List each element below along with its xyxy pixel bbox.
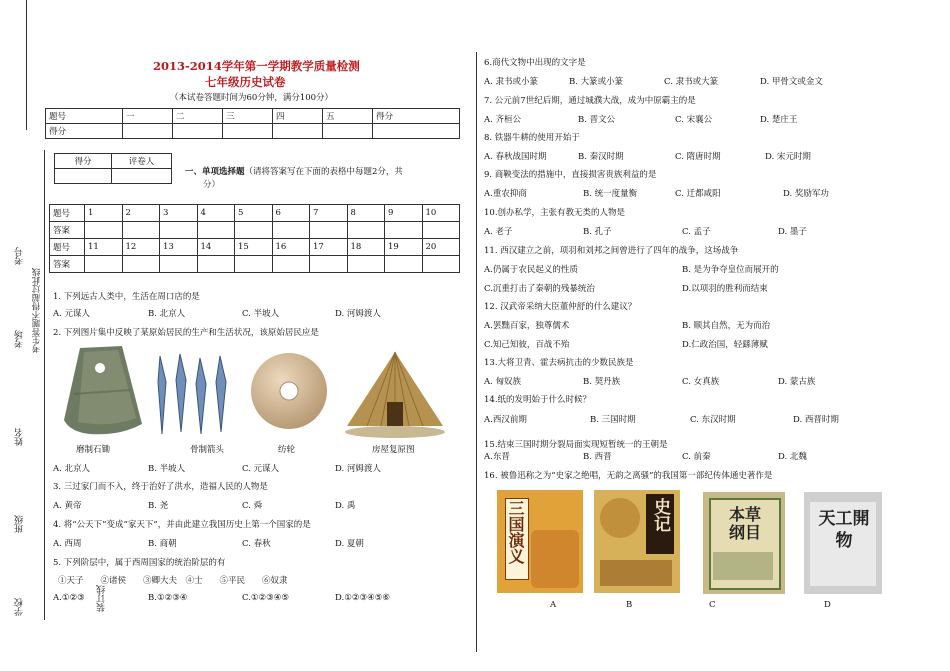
question-number: 17 bbox=[310, 239, 348, 256]
q6-option-b[interactable]: B. 大篆或小篆 bbox=[569, 77, 624, 87]
section1-instruction: （请将答案写在下面的表格中每题2分，共 bbox=[244, 167, 403, 177]
q13-option-b[interactable]: B. 契丹族 bbox=[583, 377, 621, 387]
q9-option-c[interactable]: C. 迁都咸阳 bbox=[675, 189, 721, 199]
answer-cell[interactable] bbox=[235, 256, 273, 273]
score-input-cell[interactable] bbox=[123, 124, 173, 139]
section1-instruction-cut: 分） bbox=[203, 180, 221, 190]
question-9: 9. 商鞅变法的措施中，直接损害贵族利益的是 bbox=[484, 170, 657, 180]
score-input-cell[interactable] bbox=[373, 124, 460, 139]
question-number: 16 bbox=[272, 239, 310, 256]
q10-option-c[interactable]: C. 孟子 bbox=[682, 227, 711, 237]
q10-option-b[interactable]: B. 孔子 bbox=[583, 227, 612, 237]
section1-heading: 一、单项选择题 bbox=[185, 167, 245, 177]
score-summary-table bbox=[45, 108, 460, 139]
q14-option-d[interactable]: D. 西晋时期 bbox=[793, 415, 839, 425]
question-number: 20 bbox=[422, 239, 460, 256]
q16-option-b[interactable]: B bbox=[626, 600, 633, 610]
stone-hoe-image bbox=[60, 344, 145, 436]
score-cell: 一 bbox=[123, 109, 173, 124]
binding-line-top bbox=[26, 0, 27, 130]
q5-option-c[interactable]: C.①②③④⑤ bbox=[242, 593, 290, 603]
q14-option-b[interactable]: B. 三国时期 bbox=[590, 415, 636, 425]
answer-cell[interactable] bbox=[85, 256, 123, 273]
answer-cell[interactable] bbox=[272, 222, 310, 239]
q7-option-c[interactable]: C. 宋襄公 bbox=[675, 115, 713, 125]
q2-caption-1: 磨制石锄 bbox=[76, 445, 111, 455]
q2-option-d[interactable]: D. 河姆渡人 bbox=[335, 464, 381, 474]
question-number: 4 bbox=[197, 205, 235, 222]
q14-option-c[interactable]: C. 东汉时期 bbox=[690, 415, 736, 425]
q4-option-d[interactable]: D. 夏朝 bbox=[335, 539, 364, 549]
answer-table-label: 题号 bbox=[50, 205, 85, 222]
answer-cell[interactable] bbox=[122, 222, 160, 239]
q4-option-b[interactable]: B. 商朝 bbox=[148, 539, 177, 549]
question-8: 8. 铁器牛耕的使用开始于 bbox=[484, 133, 580, 143]
book-sanguo-title: 三国演义 bbox=[506, 500, 525, 564]
q10-option-d[interactable]: D. 墨子 bbox=[778, 227, 807, 237]
question-number: 7 bbox=[310, 205, 348, 222]
answer-cell[interactable] bbox=[235, 222, 273, 239]
question-7: 7. 公元前7世纪后期，通过城濮大战，成为中原霸主的是 bbox=[484, 96, 696, 106]
q2-caption-3: 纺轮 bbox=[278, 445, 296, 455]
answer-cell[interactable] bbox=[197, 222, 235, 239]
house-reconstruction-image bbox=[343, 348, 448, 440]
q3-option-a[interactable]: A. 黄帝 bbox=[53, 501, 82, 511]
q15-option-b[interactable]: B. 西晋 bbox=[583, 452, 612, 462]
score-cell: 得分 bbox=[373, 109, 460, 124]
score-input-cell[interactable] bbox=[223, 124, 273, 139]
q11-option-d[interactable]: D.以项羽的胜利而结束 bbox=[682, 284, 768, 294]
q3-option-d[interactable]: D. 禹 bbox=[335, 501, 356, 511]
q4-option-a[interactable]: A. 西周 bbox=[53, 539, 82, 549]
answer-cell[interactable] bbox=[310, 256, 348, 273]
q1-option-c[interactable]: C. 半坡人 bbox=[242, 309, 280, 319]
question-14: 14.纸的发明始于什么时候？ bbox=[484, 395, 592, 405]
answer-cell[interactable] bbox=[160, 222, 198, 239]
side-label-xuexiao: 学校 bbox=[15, 598, 25, 616]
score-cell: 五 bbox=[323, 109, 373, 124]
answer-cell[interactable] bbox=[347, 222, 385, 239]
exam-title-line2: 七年级历史试卷 bbox=[205, 75, 286, 89]
question-6: 6.商代文物中出现的文字是 bbox=[484, 58, 586, 68]
q11-option-c[interactable]: C.沉重打击了秦朝的残暴统治 bbox=[484, 284, 595, 294]
answer-table-label: 答案 bbox=[50, 222, 85, 239]
grader-score-cell[interactable] bbox=[55, 169, 112, 184]
book-shiji-title: 史记 bbox=[650, 498, 670, 532]
question-3: 3. 三过家门而不入，终于治好了洪水，造福人民的人物是 bbox=[53, 482, 268, 492]
score-cell: 四 bbox=[273, 109, 323, 124]
q5-option-a[interactable]: A.①②③ bbox=[53, 593, 85, 603]
q4-option-c[interactable]: C. 春秋 bbox=[242, 539, 271, 549]
question-number: 6 bbox=[272, 205, 310, 222]
q12-option-a[interactable]: A.罢黜百家，独尊儒术 bbox=[484, 321, 570, 331]
question-number: 9 bbox=[385, 205, 423, 222]
question-4: 4. 将“公天下”变成“家天下”，并由此建立我国历史上第一个国家的是 bbox=[53, 520, 311, 530]
q9-option-a[interactable]: A.重农抑商 bbox=[484, 189, 527, 199]
q3-option-b[interactable]: B. 尧 bbox=[148, 501, 169, 511]
question-13: 13.大将卫青、霍去病抗击的少数民族是 bbox=[484, 358, 634, 368]
answer-table bbox=[49, 204, 460, 273]
book-tiangong-cover bbox=[804, 492, 882, 594]
answer-cell[interactable] bbox=[197, 256, 235, 273]
q11-option-b[interactable]: B. 是为争夺皇位而展开的 bbox=[682, 265, 779, 275]
question-number: 18 bbox=[347, 239, 385, 256]
question-number: 15 bbox=[235, 239, 273, 256]
question-number: 12 bbox=[122, 239, 160, 256]
grader-score-label: 得分 bbox=[55, 154, 112, 169]
q13-option-a[interactable]: A. 匈奴族 bbox=[484, 377, 522, 387]
bone-arrowheads-image bbox=[150, 352, 240, 437]
q8-option-d[interactable]: D. 宋元时期 bbox=[765, 152, 811, 162]
grader-table bbox=[54, 153, 172, 184]
side-label-kaochang: 考场 bbox=[15, 330, 25, 348]
q5-option-d[interactable]: D.①②③④⑤⑥ bbox=[335, 593, 390, 603]
book-sanguo-cover bbox=[497, 490, 583, 593]
q16-option-a[interactable]: A bbox=[550, 600, 557, 610]
q2-caption-4: 房屋复原图 bbox=[372, 445, 415, 455]
q2-option-b[interactable]: B. 半坡人 bbox=[148, 464, 186, 474]
score-input-cell[interactable] bbox=[173, 124, 223, 139]
q8-option-c[interactable]: C. 隋唐时期 bbox=[675, 152, 721, 162]
q11-option-a[interactable]: A.仍属于农民起义的性质 bbox=[484, 265, 578, 275]
question-15: 15.结束三国时期分裂局面实现短暂统一的王朝是 bbox=[484, 440, 668, 450]
q12-option-b[interactable]: B. 顺其自然，无为而治 bbox=[682, 321, 771, 331]
question-2: 2. 下列图片集中反映了某原始居民的生产和生活状况，该原始居民应是 bbox=[53, 328, 319, 338]
answer-cell[interactable] bbox=[160, 256, 198, 273]
book-bencao-title: 本草纲目 bbox=[728, 505, 761, 542]
spindle-whorl-image bbox=[248, 350, 330, 432]
q8-option-b[interactable]: B. 秦汉时期 bbox=[578, 152, 624, 162]
answer-cell[interactable] bbox=[385, 256, 423, 273]
side-label-kaohao: 考号 bbox=[15, 247, 25, 265]
q1-option-b[interactable]: B. 北京人 bbox=[148, 309, 186, 319]
q12-option-d[interactable]: D.仁政治国，轻繇薄赋 bbox=[682, 340, 768, 350]
score-input-cell[interactable] bbox=[273, 124, 323, 139]
side-label-zhuangding: 装订线 bbox=[97, 585, 107, 612]
score-cell: 三 bbox=[223, 109, 273, 124]
q1-option-a[interactable]: A. 元谋人 bbox=[53, 309, 91, 319]
question-number: 11 bbox=[85, 239, 123, 256]
side-label-xingming: 姓名 bbox=[15, 428, 25, 446]
question-11: 11. 西汉建立之前，项羽和刘邦之间曾进行了四年的战争，这场战争 bbox=[484, 246, 739, 256]
q15-option-a[interactable]: A.东晋 bbox=[484, 452, 510, 462]
q5-option-b[interactable]: B.①②③④ bbox=[148, 593, 188, 603]
book-bencao-cover bbox=[703, 492, 785, 594]
side-label-banji: 班级 bbox=[15, 515, 25, 533]
answer-table-label: 答案 bbox=[50, 256, 85, 273]
q2-caption-2: 骨制箭头 bbox=[190, 445, 225, 455]
q7-option-a[interactable]: A. 齐桓公 bbox=[484, 115, 522, 125]
question-number: 19 bbox=[385, 239, 423, 256]
exam-title-line1: 2013-2014学年第一学期教学质量检测 bbox=[153, 59, 360, 73]
answer-cell[interactable] bbox=[385, 222, 423, 239]
q14-option-a[interactable]: A.西汉前期 bbox=[484, 415, 527, 425]
q16-option-c[interactable]: C bbox=[709, 600, 716, 610]
question-10: 10.创办私学，主张有教无类的人物是 bbox=[484, 208, 626, 218]
question-16: 16. 被鲁迅称之为“史家之绝唱，无韵之离骚”的我国第一部纪传体通史著作是 bbox=[484, 471, 773, 481]
question-number: 3 bbox=[160, 205, 198, 222]
q9-option-d[interactable]: D. 奖励军功 bbox=[783, 189, 829, 199]
binding-line bbox=[44, 150, 45, 620]
answer-cell[interactable] bbox=[272, 256, 310, 273]
question-1: 1. 下列远古人类中，生活在周口店的是 bbox=[53, 292, 200, 302]
question-5: 5. 下列阶层中，属于西周国家的统治阶层的有 bbox=[53, 558, 226, 568]
grader-label: 评卷人 bbox=[112, 154, 172, 169]
answer-cell[interactable] bbox=[347, 256, 385, 273]
question-number: 10 bbox=[422, 205, 460, 222]
book-tiangong-title: 天工開物 bbox=[818, 509, 870, 551]
q12-option-c[interactable]: C.知己知彼，百战不殆 bbox=[484, 340, 570, 350]
q3-option-c[interactable]: C. 舜 bbox=[242, 501, 263, 511]
answer-cell[interactable] bbox=[85, 222, 123, 239]
score-input-cell[interactable] bbox=[323, 124, 373, 139]
q6-option-d[interactable]: D. 甲骨文或金文 bbox=[760, 77, 823, 87]
score-cell: 得分 bbox=[46, 124, 123, 139]
answer-table-label: 题号 bbox=[50, 239, 85, 256]
question-number: 2 bbox=[122, 205, 160, 222]
q9-option-b[interactable]: B. 统一度量衡 bbox=[583, 189, 638, 199]
q13-option-d[interactable]: D. 蒙古族 bbox=[778, 377, 816, 387]
question-12: 12. 汉武帝采纳大臣董仲舒的什么建议？ bbox=[484, 302, 637, 312]
book-shiji-cover bbox=[594, 490, 680, 593]
question-number: 8 bbox=[347, 205, 385, 222]
q2-option-a[interactable]: A. 北京人 bbox=[53, 464, 91, 474]
question-number: 13 bbox=[160, 239, 198, 256]
answer-cell[interactable] bbox=[422, 222, 460, 239]
score-cell: 题号 bbox=[46, 109, 123, 124]
q15-option-d[interactable]: D. 北魏 bbox=[778, 452, 807, 462]
answer-cell[interactable] bbox=[310, 222, 348, 239]
question-number: 14 bbox=[197, 239, 235, 256]
question-number: 5 bbox=[235, 205, 273, 222]
column-divider bbox=[476, 52, 477, 652]
exam-note: （本试卷答题时间为60分钟，满分100分） bbox=[170, 93, 334, 103]
grader-name-cell[interactable] bbox=[112, 169, 172, 184]
q1-option-d[interactable]: D. 河姆渡人 bbox=[335, 309, 381, 319]
score-cell: 二 bbox=[173, 109, 223, 124]
q15-option-c[interactable]: C. 前秦 bbox=[682, 452, 711, 462]
answer-cell[interactable] bbox=[122, 256, 160, 273]
q10-option-a[interactable]: A. 老子 bbox=[484, 227, 513, 237]
q2-option-c[interactable]: C. 元谋人 bbox=[242, 464, 280, 474]
q6-option-c[interactable]: C. 隶书或大篆 bbox=[664, 77, 719, 87]
side-warning: 考生答题不得超过此线 bbox=[32, 268, 42, 353]
q5-items: ①天子 ②诸侯 ③卿大夫 ④士 ⑤平民 ⑥奴隶 bbox=[58, 576, 288, 586]
q7-option-b[interactable]: B. 晋文公 bbox=[578, 115, 616, 125]
q8-option-a[interactable]: A. 春秋战国时期 bbox=[484, 152, 547, 162]
question-number: 1 bbox=[85, 205, 123, 222]
q16-option-d[interactable]: D bbox=[824, 600, 831, 610]
q7-option-d[interactable]: D. 楚庄王 bbox=[760, 115, 798, 125]
q6-option-a[interactable]: A. 隶书或小篆 bbox=[484, 77, 539, 87]
q13-option-c[interactable]: C. 女真族 bbox=[682, 377, 720, 387]
answer-cell[interactable] bbox=[422, 256, 460, 273]
